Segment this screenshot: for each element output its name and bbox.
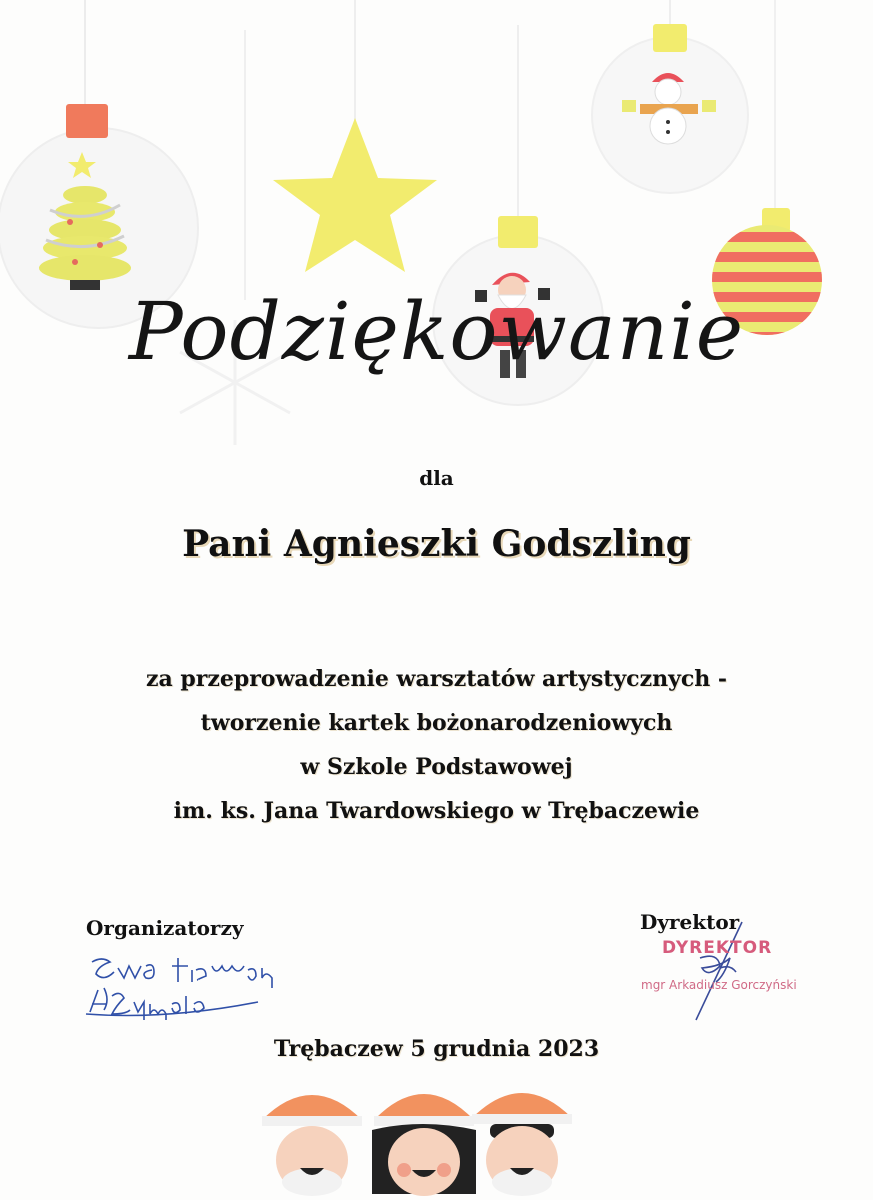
reason-text: [0, 657, 873, 833]
place-date: Trębaczew 5 grudnia 2023: [273, 1036, 600, 1062]
director-signature: [696, 922, 742, 1020]
elves-icon: [262, 1093, 572, 1196]
reason-line: w Szkole Podstawowej: [300, 754, 573, 780]
recipient-name: Pani Agnieszki Godszling: [182, 523, 691, 565]
certificate-title: Podziękowanie: [128, 285, 745, 378]
organizers-label: Organizatorzy: [86, 916, 244, 940]
stamp-name: mgr Arkadiusz Gorczyński: [641, 978, 797, 992]
director-label: Dyrektor: [640, 910, 740, 934]
dla-label: dla: [419, 466, 454, 490]
star-icon: [273, 118, 437, 272]
reason-line: im. ks. Jana Twardowskiego w Trębaczewie: [173, 798, 700, 824]
reason-line: za przeprowadzenie warsztatów artystycznych -: [145, 666, 728, 692]
reason-line: tworzenie kartek bożonarodzeniowych: [200, 710, 673, 736]
stamp-title: DYREKTOR: [662, 938, 773, 958]
snowman-bauble-icon: [592, 24, 748, 193]
organizers-signature: [86, 958, 272, 1020]
